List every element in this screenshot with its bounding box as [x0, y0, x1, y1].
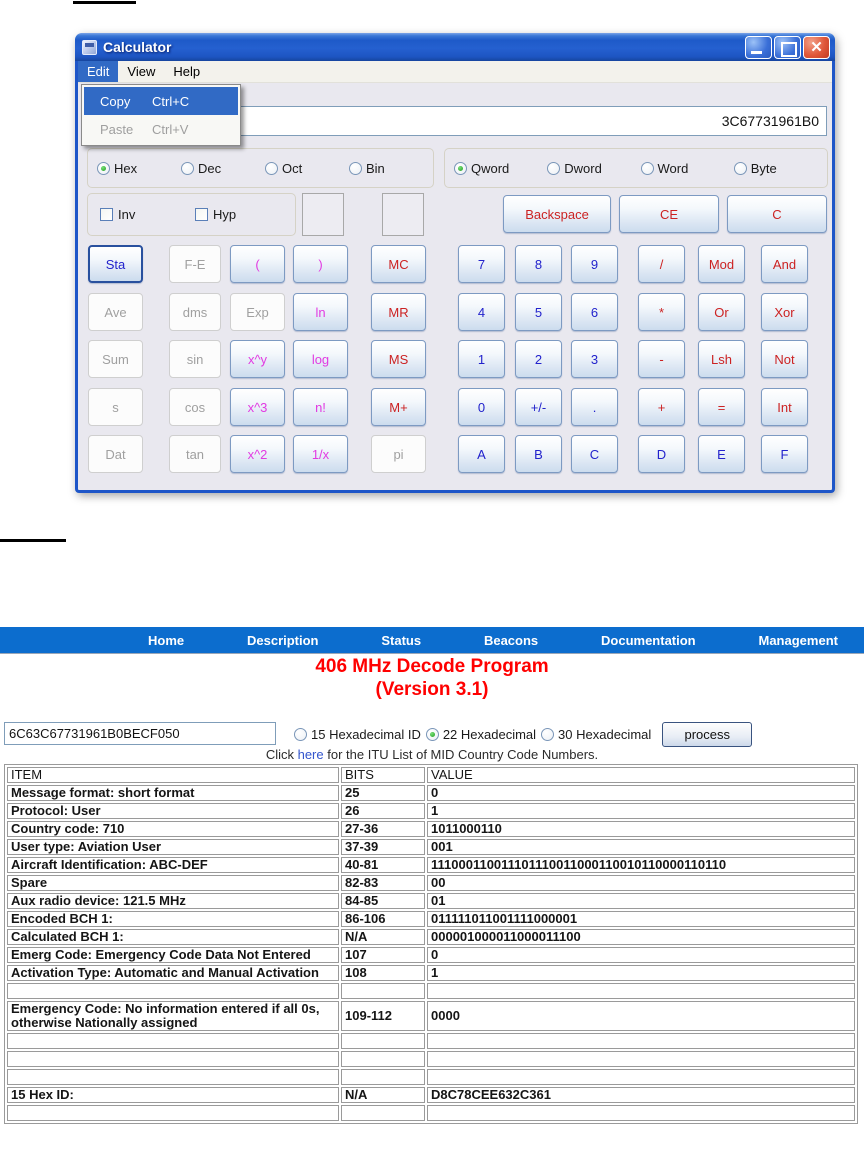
- checkbox-inv[interactable]: [100, 207, 195, 222]
- inv-hyp-group: [87, 193, 296, 236]
- page-title-line2: (Version 3.1): [375, 679, 489, 700]
- radio-qword[interactable]: [454, 161, 547, 176]
- cell-bits: [341, 1069, 425, 1085]
- checkbox-label: Inv: [118, 207, 136, 222]
- calc-button--[interactable]: -: [638, 340, 685, 378]
- cell-bits: 84-85: [341, 893, 425, 909]
- base-radio-icon: [265, 162, 278, 175]
- cell-bits: N/A: [341, 1087, 425, 1103]
- cell-value: 001: [427, 839, 855, 855]
- menu-bar: [78, 61, 832, 83]
- table-row: [7, 785, 855, 801]
- cell-value: 0: [427, 785, 855, 801]
- cell-bits: 107: [341, 947, 425, 963]
- table-row: [7, 947, 855, 963]
- cell-value: 1: [427, 803, 855, 819]
- cell-item: Protocol: User: [7, 803, 339, 819]
- table-row: [7, 857, 855, 873]
- itu-here-link[interactable]: here: [297, 747, 324, 762]
- table-row: [7, 965, 855, 981]
- calc-button-1[interactable]: 1: [458, 340, 505, 378]
- cell-item: [7, 983, 339, 999]
- cell-item: Aux radio device: 121.5 MHz: [7, 893, 339, 909]
- nav-item-documentation[interactable]: Documentation: [601, 632, 696, 648]
- itu-line-pre: Click: [265, 747, 298, 762]
- hex-id-input[interactable]: [4, 722, 276, 745]
- menu-option-shortcut: Ctrl+V: [152, 121, 189, 137]
- calc-button-not[interactable]: Not: [761, 340, 808, 378]
- menu-option-label: Paste: [100, 121, 134, 137]
- window-title: Calculator: [103, 39, 172, 55]
- calc-button-c[interactable]: C: [571, 435, 618, 473]
- table-header-row: [7, 767, 855, 783]
- menu-option-copy[interactable]: [84, 87, 238, 115]
- base-radio-icon: [181, 162, 194, 175]
- checkbox-hyp[interactable]: [195, 207, 290, 222]
- radio-30-hexadecimal[interactable]: [541, 727, 651, 742]
- calc-button-dat: Dat: [88, 435, 143, 473]
- calc-button-a[interactable]: A: [458, 435, 505, 473]
- number-base-group: [87, 148, 434, 188]
- radio-label: Word: [657, 160, 689, 176]
- calc-button-d[interactable]: D: [638, 435, 685, 473]
- cell-bits: 86-106: [341, 911, 425, 927]
- radio-22-hexadecimal[interactable]: [426, 727, 536, 742]
- calc-button-6[interactable]: 6: [571, 293, 618, 331]
- calc-button-e[interactable]: E: [698, 435, 745, 473]
- table-row: [7, 1051, 855, 1067]
- menu-option-shortcut: Ctrl+C: [152, 93, 190, 109]
- calc-button-log[interactable]: log: [293, 340, 348, 378]
- hexlen-radio-icon: [426, 728, 439, 741]
- cell-item: Encoded BCH 1:: [7, 911, 339, 927]
- header-cell-bits: BITS: [341, 767, 425, 783]
- radio-label: Dword: [564, 160, 602, 176]
- hexlen-radio-icon: [294, 728, 307, 741]
- cell-value: 00: [427, 875, 855, 891]
- calc-button--[interactable]: =: [698, 388, 745, 426]
- checkbox-label: Hyp: [213, 207, 237, 222]
- cell-item: [7, 1105, 339, 1121]
- cell-value: [427, 1069, 855, 1085]
- table-row: [7, 893, 855, 909]
- radio-hex[interactable]: [97, 161, 181, 176]
- menu-item-help[interactable]: Help: [173, 64, 201, 79]
- menu-item-view[interactable]: View: [127, 64, 156, 79]
- itu-line-post: for the ITU List of MID Country Code Numbers.: [323, 747, 599, 762]
- table-row: [7, 1001, 855, 1031]
- base-radio-icon: [97, 162, 110, 175]
- cell-bits: 109-112: [341, 1001, 425, 1031]
- calc-button-mc[interactable]: MC: [371, 245, 426, 283]
- radio-label: 22 Hexadecimal: [442, 726, 537, 742]
- nav-item-beacons[interactable]: Beacons: [483, 632, 539, 648]
- cell-item: Spare: [7, 875, 339, 891]
- cell-value: 1011000110: [427, 821, 855, 837]
- calc-button-sin: sin: [169, 340, 221, 378]
- itu-link-line: [0, 747, 864, 762]
- word-radio-icon: [734, 162, 747, 175]
- calc-button-ave: Ave: [88, 293, 143, 331]
- calc-button--[interactable]: +/-: [515, 388, 562, 426]
- calc-button-ms[interactable]: MS: [371, 340, 426, 378]
- site-navbar: [0, 627, 864, 654]
- calc-button-backspace[interactable]: Backspace: [503, 195, 611, 233]
- calc-button--[interactable]: (: [230, 245, 285, 283]
- radio-byte[interactable]: [734, 161, 827, 176]
- table-row: [7, 839, 855, 855]
- base-radio-icon: [349, 162, 362, 175]
- cell-item: Calculated BCH 1:: [7, 929, 339, 945]
- radio-label: 15 Hexadecimal ID: [311, 726, 421, 742]
- cell-bits: 27-36: [341, 821, 425, 837]
- radio-word[interactable]: [641, 161, 734, 176]
- menu-item-edit[interactable]: Edit: [78, 61, 118, 82]
- cell-value: D8C78CEE632C361: [427, 1087, 855, 1103]
- table-row: [7, 821, 855, 837]
- calc-button-f-e: F-E: [169, 245, 221, 283]
- calc-button--[interactable]: /: [638, 245, 685, 283]
- cell-bits: 25: [341, 785, 425, 801]
- radio-bin[interactable]: [349, 161, 433, 176]
- calc-button-3[interactable]: 3: [571, 340, 618, 378]
- radio-label: Byte: [750, 160, 777, 176]
- cropped-heading-underline: [0, 539, 66, 542]
- calc-button-8[interactable]: 8: [515, 245, 562, 283]
- calc-button-dms: dms: [169, 293, 221, 331]
- calc-button--[interactable]: +: [638, 388, 685, 426]
- table-row: [7, 1105, 855, 1121]
- table-row: [7, 803, 855, 819]
- menu-option-label: Copy: [100, 93, 131, 109]
- cell-bits: 108: [341, 965, 425, 981]
- table-row: [7, 911, 855, 927]
- cell-value: 0: [427, 947, 855, 963]
- calc-button-5[interactable]: 5: [515, 293, 562, 331]
- cell-value: [427, 1033, 855, 1049]
- nav-item-description[interactable]: Description: [246, 632, 319, 648]
- cell-bits: 26: [341, 803, 425, 819]
- header-cell-value: VALUE: [427, 767, 855, 783]
- calculator-display: 3C67731961B0: [88, 106, 827, 136]
- calc-button-exp: Exp: [230, 293, 285, 331]
- calc-button-1-x[interactable]: 1/x: [293, 435, 348, 473]
- word-radio-icon: [547, 162, 560, 175]
- cell-bits: [341, 1051, 425, 1067]
- checkbox-icon: [100, 208, 113, 221]
- calc-button-xor[interactable]: Xor: [761, 293, 808, 331]
- calc-button-x-3[interactable]: x^3: [230, 388, 285, 426]
- cell-bits: [341, 1033, 425, 1049]
- cell-value: 011111011001111000001: [427, 911, 855, 927]
- radio-dec[interactable]: [181, 161, 265, 176]
- nav-item-home[interactable]: Home: [148, 632, 185, 648]
- calc-button-ln[interactable]: ln: [293, 293, 348, 331]
- calculator-icon: [82, 40, 97, 55]
- calc-button-7[interactable]: 7: [458, 245, 505, 283]
- cropped-heading-underline: [73, 1, 136, 4]
- cell-value: [427, 1051, 855, 1067]
- radio-label: 30 Hexadecimal: [558, 726, 652, 742]
- page-title-line1: 406 MHz Decode Program: [315, 656, 549, 677]
- header-cell-item: ITEM: [7, 767, 339, 783]
- radio-oct[interactable]: [265, 161, 349, 176]
- cell-value: 01: [427, 893, 855, 909]
- calc-button-f[interactable]: F: [761, 435, 808, 473]
- calc-button--[interactable]: ): [293, 245, 348, 283]
- cell-bits: 40-81: [341, 857, 425, 873]
- calc-button-s: s: [88, 388, 143, 426]
- cell-bits: N/A: [341, 929, 425, 945]
- calc-button-c[interactable]: C: [727, 195, 827, 233]
- cell-item: Emerg Code: Emergency Code Data Not Entered: [7, 947, 339, 963]
- cell-value: 111000110011101110011000110010110000110110: [427, 857, 855, 873]
- radio-label: Oct: [282, 160, 303, 176]
- calc-button-x-2[interactable]: x^2: [230, 435, 285, 473]
- radio-label: Dec: [198, 160, 222, 176]
- cell-value: [427, 983, 855, 999]
- page-title: [0, 655, 864, 701]
- calc-button-0[interactable]: 0: [458, 388, 505, 426]
- calc-button-lsh[interactable]: Lsh: [698, 340, 745, 378]
- close-button[interactable]: [803, 36, 830, 59]
- cell-item: Activation Type: Automatic and Manual Activation: [7, 965, 339, 981]
- decode-table-wrapper: [4, 764, 858, 1124]
- calc-button-m-[interactable]: M+: [371, 388, 426, 426]
- calc-button-x-y[interactable]: x^y: [230, 340, 285, 378]
- cell-bits: [341, 983, 425, 999]
- radio-label: Hex: [114, 160, 138, 176]
- calc-button-2[interactable]: 2: [515, 340, 562, 378]
- calc-button-9[interactable]: 9: [571, 245, 618, 283]
- cell-value: 0000: [427, 1001, 855, 1031]
- calc-button-b[interactable]: B: [515, 435, 562, 473]
- calc-button-n-[interactable]: n!: [293, 388, 348, 426]
- calculator-window: [75, 33, 835, 493]
- minimize-button[interactable]: [745, 36, 772, 59]
- cell-item: Country code: 710: [7, 821, 339, 837]
- cell-item: User type: Aviation User: [7, 839, 339, 855]
- cell-item: [7, 1033, 339, 1049]
- cell-item: Aircraft Identification: ABC-DEF: [7, 857, 339, 873]
- calc-button-cos: cos: [169, 388, 221, 426]
- word-radio-icon: [641, 162, 654, 175]
- calc-button-mr[interactable]: MR: [371, 293, 426, 331]
- cell-bits: [341, 1105, 425, 1121]
- table-row: [7, 929, 855, 945]
- calc-button-pi: pi: [371, 435, 426, 473]
- cell-value: 000001000011000011100: [427, 929, 855, 945]
- cell-value: 1: [427, 965, 855, 981]
- cell-item: [7, 1069, 339, 1085]
- radio-label: Bin: [366, 160, 385, 176]
- decode-options-row: [294, 721, 752, 747]
- calc-button--[interactable]: *: [638, 293, 685, 331]
- radio-label: Qword: [471, 160, 510, 176]
- calc-button-int[interactable]: Int: [761, 388, 808, 426]
- decode-table: [5, 765, 857, 1123]
- table-row: [7, 1033, 855, 1049]
- radio-dword[interactable]: [547, 161, 640, 176]
- hexlen-radio-icon: [541, 728, 554, 741]
- cell-value: [427, 1105, 855, 1121]
- word-size-group: [444, 148, 828, 188]
- edit-menu-dropdown: [81, 84, 241, 146]
- calc-button-sta[interactable]: Sta: [88, 245, 143, 283]
- cell-item: 15 Hex ID:: [7, 1087, 339, 1103]
- maximize-button[interactable]: [774, 36, 801, 59]
- calc-button-tan: tan: [169, 435, 221, 473]
- nav-item-management[interactable]: Management: [758, 632, 838, 648]
- cell-bits: 82-83: [341, 875, 425, 891]
- cell-item: Message format: short format: [7, 785, 339, 801]
- checkbox-icon: [195, 208, 208, 221]
- menu-option-paste: [84, 115, 238, 143]
- nav-item-status[interactable]: Status: [381, 632, 422, 648]
- calc-button-or[interactable]: Or: [698, 293, 745, 331]
- table-row: [7, 875, 855, 891]
- word-radio-icon: [454, 162, 467, 175]
- calc-button-4[interactable]: 4: [458, 293, 505, 331]
- calc-button--[interactable]: .: [571, 388, 618, 426]
- memory-indicator-box: [302, 193, 344, 236]
- process-button[interactable]: process: [662, 722, 752, 747]
- table-row: [7, 983, 855, 999]
- table-row: [7, 1069, 855, 1085]
- calc-button-ce[interactable]: CE: [619, 195, 719, 233]
- calc-button-mod[interactable]: Mod: [698, 245, 745, 283]
- cell-bits: 37-39: [341, 839, 425, 855]
- calc-button-and[interactable]: And: [761, 245, 808, 283]
- paren-indicator-box: [382, 193, 424, 236]
- cell-item: [7, 1051, 339, 1067]
- table-row: [7, 1087, 855, 1103]
- cell-item: Emergency Code: No information entered if all 0s, otherwise Nationally assigned: [7, 1001, 339, 1031]
- radio-15-hexadecimal-id[interactable]: [294, 727, 421, 742]
- calculator-titlebar[interactable]: [75, 33, 835, 61]
- calc-button-sum: Sum: [88, 340, 143, 378]
